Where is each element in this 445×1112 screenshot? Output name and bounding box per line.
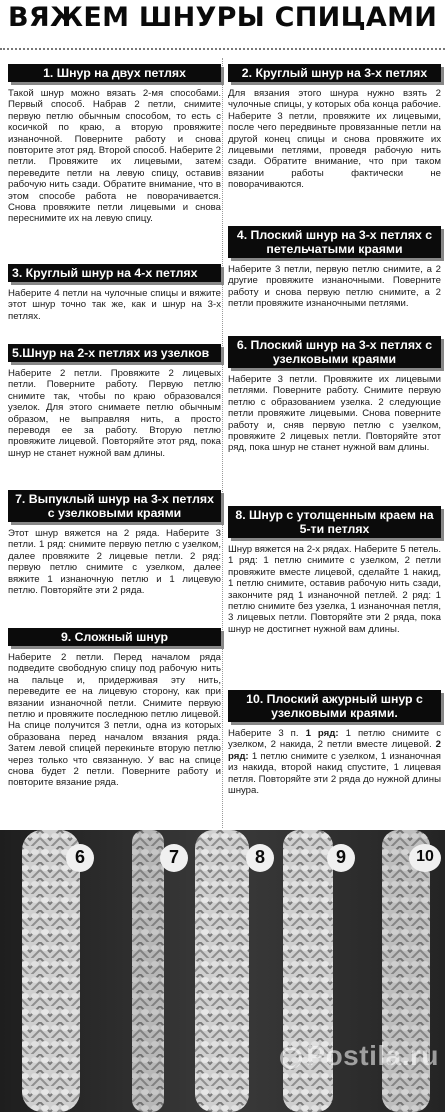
section-6-heading: 6. Плоский шнур на 3-х петлях с узелковыми краями <box>228 336 441 368</box>
section-2 <box>228 64 441 191</box>
photo-label-10: 10 <box>409 844 441 872</box>
section-10-row1-label: 1 ряд: <box>305 728 339 739</box>
cord-6 <box>22 830 80 1112</box>
section-10-row2-label: 2 ряд: <box>228 739 441 762</box>
section-8-text: Шнур вяжется на 2-х рядах. Наберите 5 петель. 1 ряд: 1 петлю снимите с узелком, 2 петли провяжите вместе лицевой, сделайте 1 накид, 1 петлю снимите, оставив рабочую нить сзади, закончите ряд 1 изнаночной петлей. 2 ряд: 1 петлю снимите без узелка, 1 изнаночная петля, 3 лицевых петли. Повторяйте эти 2 ряда, пока шнур не достигнет нужной вам длины. <box>228 544 441 635</box>
title-bar <box>0 0 445 46</box>
section-5-text: Наберите 2 петли. Провяжите 2 лицевых петли. Поверните работу. Первую петлю снимите так, чтобы по краю образовался узелок. Для этого снимаете петлю обычным образом, не выправляя нить, а просто переводя ее за работу. Вторую петлю провяжите лицевой. Повторяйте этот ряд, пока шнур не станет нужной вам длины. <box>8 368 221 459</box>
photo-label-7: 7 <box>160 844 188 872</box>
section-3-text: Наберите 4 петли на чулочные спицы и вяжите этот шнур точно так же, как и шнур на 3-х петлях. <box>8 288 221 322</box>
section-9-heading: 9. Сложный шнур <box>8 628 221 646</box>
section-3 <box>8 264 221 322</box>
section-10-text <box>228 728 441 796</box>
section-4 <box>228 226 441 310</box>
photo-label-6: 6 <box>66 844 94 872</box>
section-4-text: Наберите 3 петли, первую петлю снимите, а 2 другие провяжите изнаночными. Поверните работу и снова первую петлю снимите, а 2 петли провяжите изнаночными петлями. <box>228 264 441 310</box>
photo-label-9: 9 <box>327 844 355 872</box>
watermark-text: Postila.ru <box>306 1040 439 1071</box>
cord-8 <box>195 830 249 1112</box>
section-1-heading: 1. Шнур на двух петлях <box>8 64 221 82</box>
section-4-heading: 4. Плоский шнур на 3-х петлях с петельчатыми краями <box>228 226 441 258</box>
section-6-text: Наберите 3 петли. Провяжите их лицевыми петлями. Поверните работу. Снимите первую петлю с образованием узелка. 2 следующие петли провяжите лицевыми. Снова поверните работу и, сняв первую петлю с узелком, провяжите 2 лицевых петли. Повторяйте этот ряд, пока шнур не станет нужной вам длины. <box>228 374 441 454</box>
watermark <box>280 1040 439 1072</box>
section-7-heading: 7. Выпуклый шнур на 3-х петлях с узелковыми краями <box>8 490 221 522</box>
section-5 <box>8 344 221 459</box>
section-7-text: Этот шнур вяжется на 2 ряда. Наберите 3 петли. 1 ряд: снимите первую петлю с узелком, далее провяжите 2 лицевые петли. 2 ряд: первую петлю снимите с узелком, далее вяжите 1 изнаночную петлю и 1 лицевую петлю. Повторяйте эти 2 ряда. <box>8 528 221 597</box>
section-8-heading: 8. Шнур с утолщенным краем на 5-ти петлях <box>228 506 441 538</box>
section-10-text-b: 1 петлю снимите с узелком, 2 накида, 2 петли вместе лицевой. <box>228 728 442 751</box>
cord-7 <box>132 830 164 1112</box>
section-2-heading: 2. Круглый шнур на 3-х петлях <box>228 64 441 82</box>
section-10-heading: 10. Плоский ажурный шнур с узелковыми краями. <box>228 690 441 722</box>
section-3-heading: 3. Круглый шнур на 4-х петлях <box>8 264 221 282</box>
page-title: ВЯЖЕМ ШНУРЫ СПИЦАМИ <box>8 2 438 33</box>
photo-label-8: 8 <box>246 844 274 872</box>
section-10-text-c: 1 петлю снимите с узелком, 1 изнаночная из накида, второй накид спустите, 1 лицевая петля. Повторяйте эти 2 ряда до нужной длины шнура. <box>228 750 441 797</box>
section-8 <box>228 506 441 635</box>
section-6 <box>228 336 441 454</box>
section-1 <box>8 64 221 225</box>
section-2-text: Для вязания этого шнура нужно взять 2 чулочные спицы, у которых оба конца рабочие. Наберите 3 петли, провяжите их лицевыми, после чего передвиньте провязанные петли на другой конец спицы и снова провяжите их лицевыми петлями, проведя рабочую нить сзади. Обратите внимание, что при таком вязании работы фактически не поворачиваются. <box>228 88 441 191</box>
column-divider <box>222 58 223 828</box>
section-7 <box>8 490 221 596</box>
dotted-divider <box>0 48 445 56</box>
watermark-logo-icon <box>280 1047 302 1069</box>
section-10-text-a: Наберите 3 п. <box>228 728 306 739</box>
section-9 <box>8 628 221 789</box>
section-9-text: Наберите 2 петли. Перед началом ряда подведите свободную спицу под рабочую нить на пальце и, придерживая эту нить, переведите ее на лицевую сторону, как при вязании изнаночной петли. Снимите первую петлю и провяжите последнюю петлю лицевой. На спице получится 3 петли, одна из которых образована перед началом вязания ряда. Затем левой спицей перекиньте вторую петлю через только что связанную. У вас на спице снова будет 2 петли. Поверните работу и повторите вязание ряда. <box>8 652 221 789</box>
section-10 <box>228 690 441 796</box>
section-1-text: Такой шнур можно вязать 2-мя способами. Первый способ. Набрав 2 петли, снимите первую петлю обычным способом, то есть с косичкой по краю, а вторую провяжите изнаночной. Поверните работу и снова повторите этот ряд. Второй способ. Наберите 2 петли. Провяжите их лицевыми, затем переведите петли на левую спицу, оставив рабочую нить сзади. Обратите внимание, что в этом способе работа не поворачивается. Снова провяжите петли лицевыми и снова переснимите их на левую спицу. <box>8 88 221 225</box>
section-5-heading: 5.Шнур на 2-х петлях из узелков <box>8 344 221 362</box>
